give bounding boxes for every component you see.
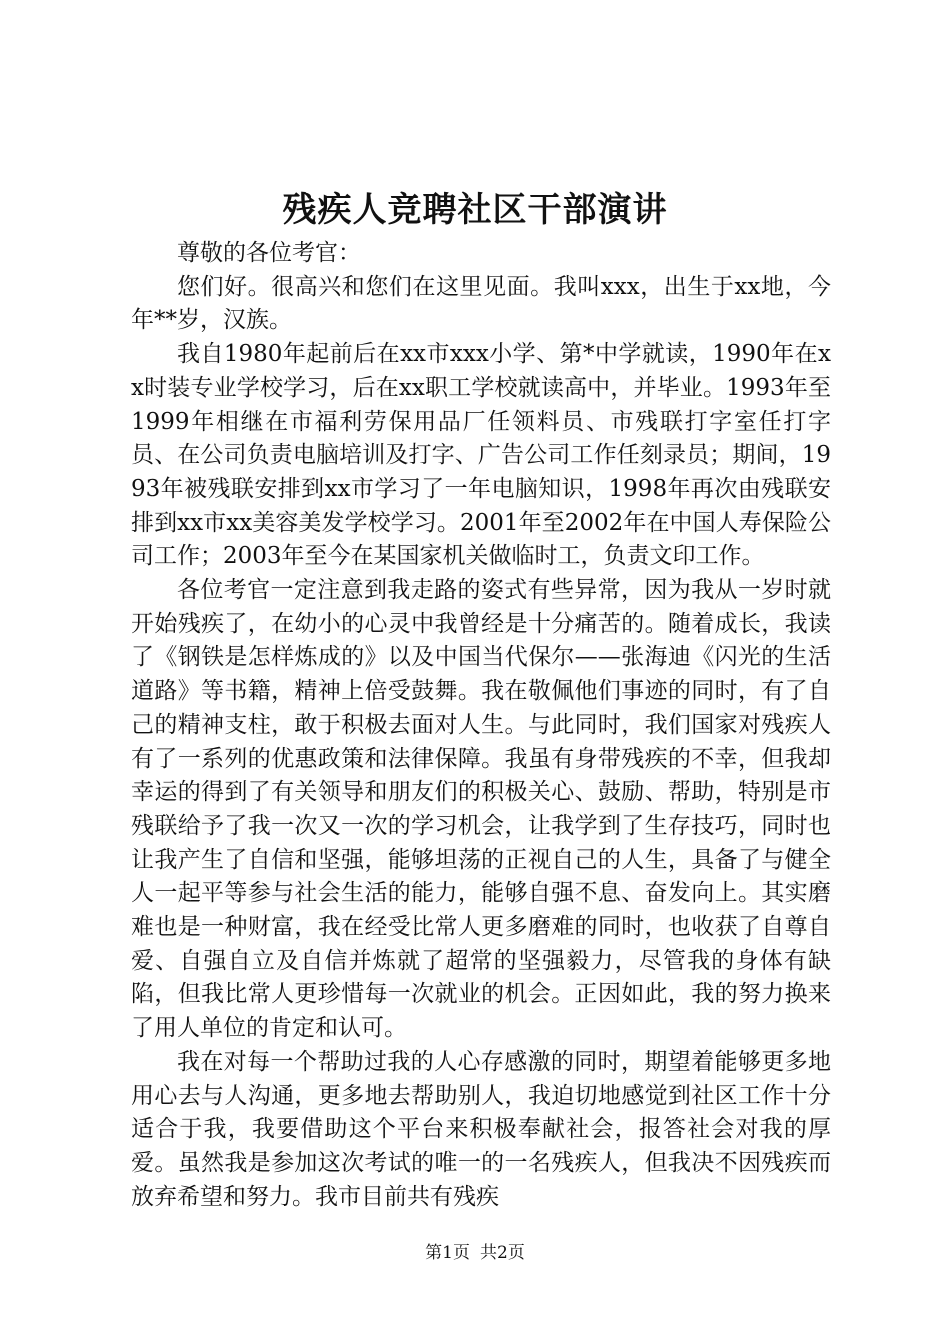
experience-paragraph: 各位考官一定注意到我走路的姿式有些异常，因为我从一岁时就开始残疾了，在幼小的心灵中我曾经是十分痛苦的。随着成长，我读了《钢铁是怎样炼成的》以及中国当代保尔——张海迪《闪光的生活道路》等书籍，精神上倍受鼓舞。我在敬佩他们事迹的同时，有了自己的精神支柱，敢于积极去面对人生。与此同时，我们国家对残疾人有了一系列的优惠政策和法律保障。我虽有身带残疾的不幸，但我却幸运的得到了有关领导和朋友们的积极关心、鼓励、帮助，特别是市残联给予了我一次又一次的学习机会，让我学到了生存技巧，同时也让我产生了自信和坚强，能够坦荡的正视自己的人生，具备了与健全人一起平等参与社会生活的能力，能够自强不息、奋发向上。其实磨难也是一种财富，我在经受比常人更多磨难的同时，也收获了自尊自爱、自强自立及自信并炼就了超常的坚强毅力，尽管我的身体有缺陷，但我比常人更珍惜每一次就业的机会。正因如此，我的努力换来了用人单位的肯定和认可。: [131, 577, 831, 1042]
page-total: 共2页: [480, 1243, 525, 1263]
document-title: 残疾人竞聘社区干部演讲: [282, 190, 668, 230]
page-footer: [0, 1241, 950, 1265]
motivation-paragraph: 我在对每一个帮助过我的人心存感激的同时，期望着能够更多地用心去与人沟通，更多地去帮助别人，我迫切地感觉到社区工作十分适合于我，我要借助这个平台来积极奉献社会，报答社会对我的厚爱。虽然我是参加这次考试的唯一的一名残疾人，但我决不因残疾而放弃希望和努力。我市目前共有残疾: [131, 1048, 831, 1210]
education-work-paragraph: 我自1980年起前后在xx市xxx小学、第*中学就读，1990年在xx时装专业学校学习，后在xx职工学校就读高中，并毕业。1993年至1999年相继在市福利劳保用品厂任领料员、市残联打字室任打字员、在公司负责电脑培训及打字、广告公司工作任刻录员；期间，1993年被残联安排到xx市学习了一年电脑知识，1998年再次由残联安排到xx市xx美容美发学校学习。2001年至2002年在中国人寿保险公司工作；2003年至今在某国家机关做临时工，负责文印工作。: [131, 341, 831, 570]
document-body: [131, 237, 831, 1214]
page-number: 第1页: [425, 1243, 470, 1263]
salutation-paragraph: 尊敬的各位考官：: [177, 240, 361, 266]
greeting-paragraph: 您们好。很高兴和您们在这里见面。我叫xxx，出生于xx地，今年**岁，汉族。: [131, 273, 831, 334]
